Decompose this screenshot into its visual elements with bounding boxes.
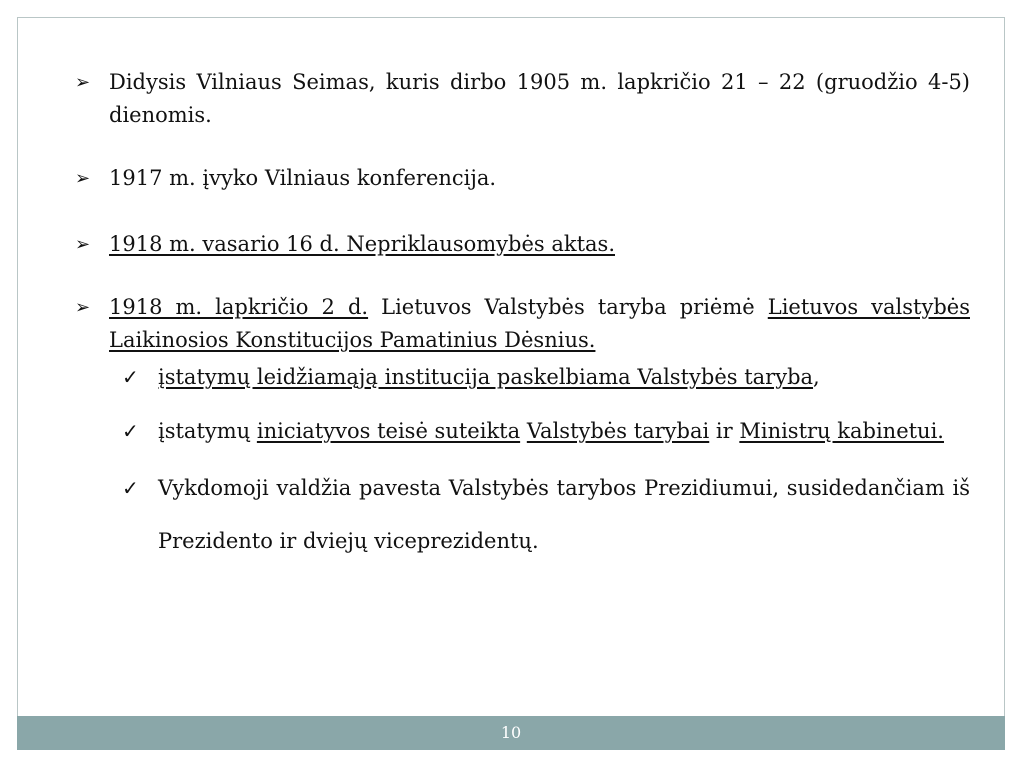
date-link[interactable]: 1918 m. lapkričio 2 d.	[109, 295, 369, 319]
arrow-bullet-icon: ➢	[75, 234, 91, 255]
sub-bullet-item	[122, 361, 970, 394]
constitution-link[interactable]: Lietuvos valstybės Laikinosios Konstitucijos Pamatinius Dėsnius.	[109, 295, 970, 352]
sub-bullet-item	[122, 462, 970, 568]
independence-act-link[interactable]: 1918 m. vasario 16 d. Nepriklausomybės aktas.	[109, 232, 615, 256]
legislative-institution-link[interactable]: įstatymų leidžiamąją institucija paskelbiama Valstybės taryba	[158, 365, 814, 389]
slide-footer-bar	[17, 716, 1005, 750]
checkmark-icon: ✓	[122, 365, 139, 389]
sub-bullet-text: Vykdomoji valdžia pavesta Valstybės tarybos Prezidiumui, susidedančiam iš Prezidento ir dviejų viceprezidentų.	[158, 476, 970, 553]
sub-bullet-text: ir	[709, 419, 740, 443]
arrow-bullet-icon: ➢	[75, 168, 91, 189]
bullet-item	[75, 66, 970, 132]
bullet-text: 1917 m. įvyko Vilniaus konferencija.	[109, 166, 497, 190]
sub-bullet-item	[122, 405, 970, 458]
checkmark-icon: ✓	[122, 419, 139, 443]
arrow-bullet-icon: ➢	[75, 72, 91, 93]
arrow-bullet-icon: ➢	[75, 297, 91, 318]
bullet-text: Lietuvos Valstybės taryba priėmė	[368, 295, 768, 319]
initiative-right-link[interactable]: iniciatyvos teisė suteikta	[256, 419, 521, 443]
cabinet-link[interactable]: Ministrų kabinetui.	[739, 419, 944, 443]
sub-bullet-text: įstatymų	[158, 419, 257, 443]
bullet-item	[75, 291, 970, 357]
sub-bullet-text	[520, 419, 527, 443]
bullet-item	[75, 162, 970, 195]
bullet-text: Didysis Vilniaus Seimas, kuris dirbo 1905 m. lapkričio 21 – 22 (gruodžio 4-5) dienomis.	[109, 70, 970, 127]
bullet-item	[75, 228, 970, 261]
checkmark-icon: ✓	[122, 476, 139, 500]
slide-content	[75, 66, 970, 568]
sub-bullet-text: ,	[813, 365, 820, 389]
page-number: 10	[500, 723, 522, 742]
state-council-link[interactable]: Valstybės tarybai	[526, 419, 710, 443]
